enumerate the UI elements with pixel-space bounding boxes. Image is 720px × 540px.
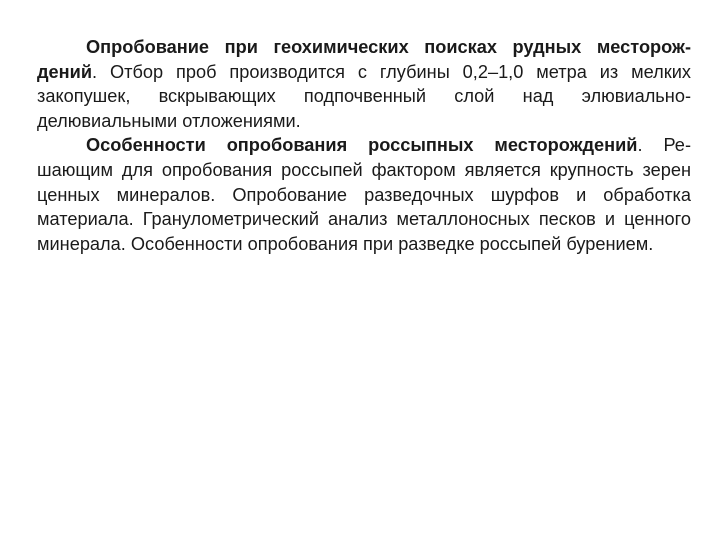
paragraph-heading: Опробование при геохимических поисках рудных месторождений (37, 37, 691, 82)
text-block (37, 35, 691, 256)
paragraph-placer-sampling (37, 133, 691, 256)
paragraph-heading: Особенности опробования россыпных месторождений (86, 135, 638, 156)
paragraph-body: . Решающим для опробования россыпей фактором является крупность зерен ценных минералов. Опробование разведочных шурфов и обработка материала. Гранулометрический анализ металлоносных песков и ценного минерала. Особенности опробования при разведке россыпей бурением. (37, 135, 691, 254)
paragraph-body: . Отбор проб производится с глубины 0,2–1,0 метра из мелких закопушек, вскрывающих подпочвенный слой над элювиально-делювиальными отложениями. (37, 61, 691, 131)
paragraph-geochemical-sampling (37, 35, 691, 133)
